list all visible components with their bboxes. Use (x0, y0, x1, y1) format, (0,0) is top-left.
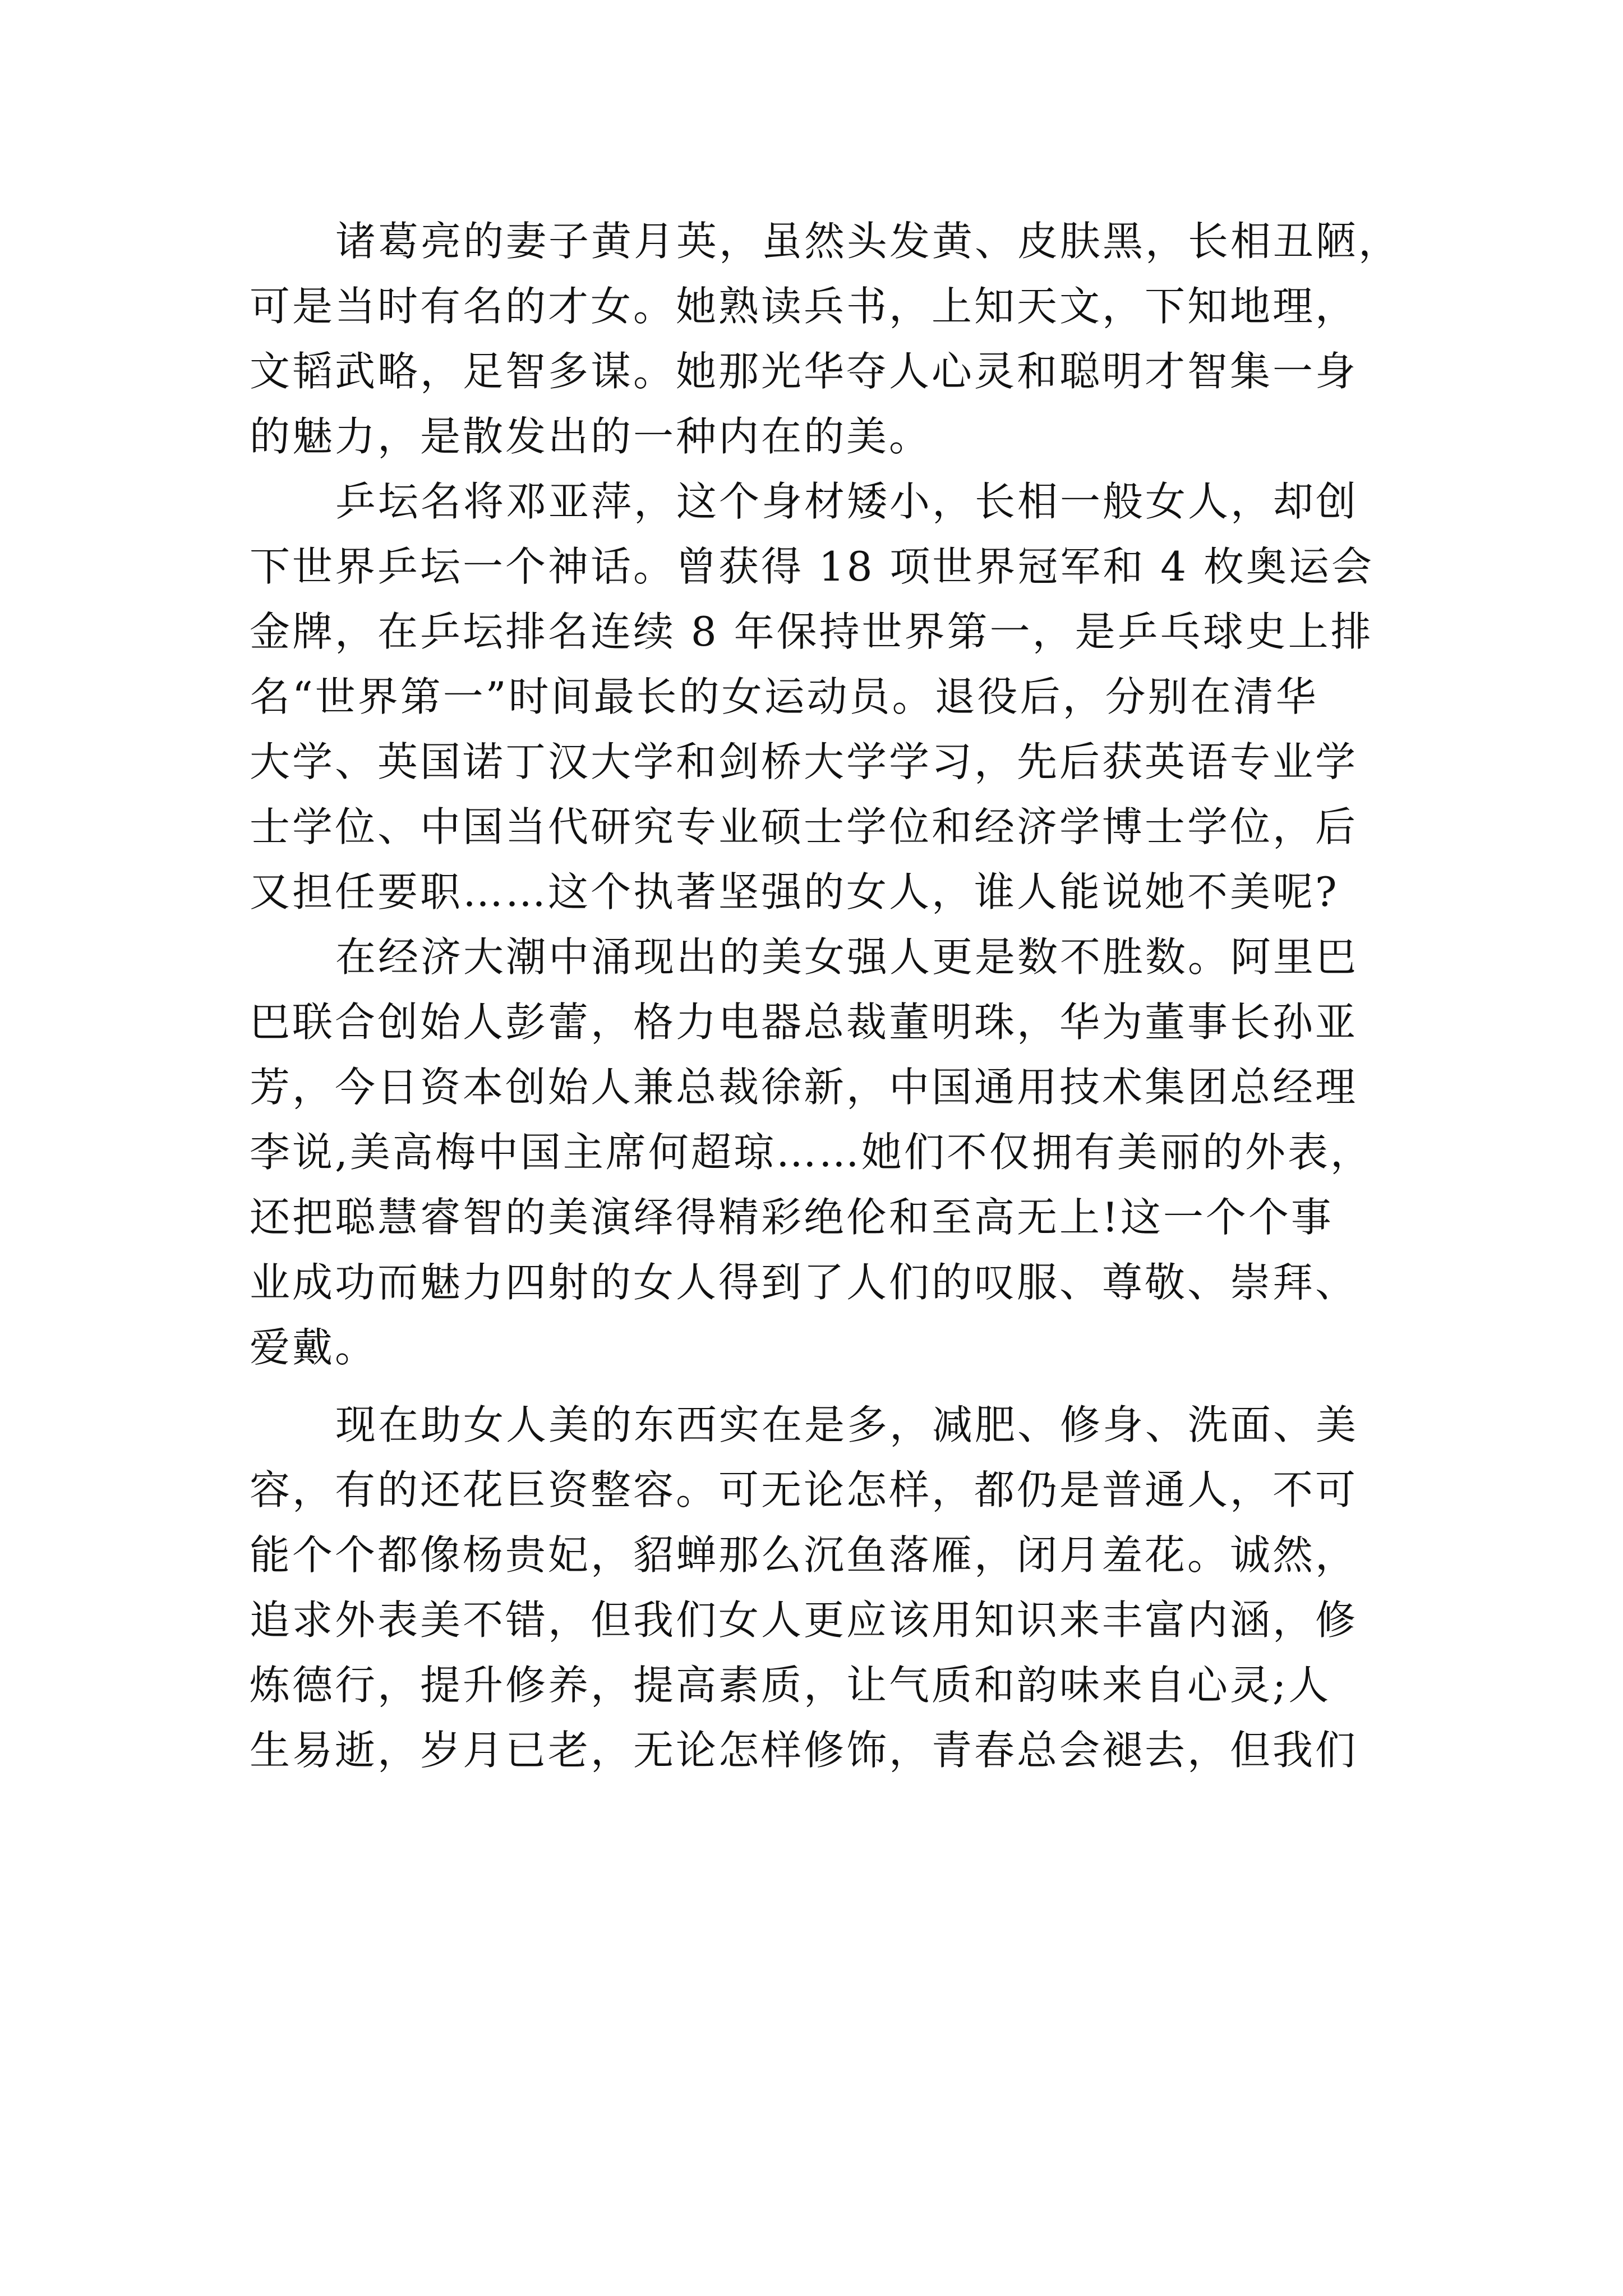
text-line: 现在助女人美的东西实在是多，减肥、修身、洗面、美 (335, 1401, 1359, 1448)
text-line: 又担任要职……这个执著坚强的女人，谁人能说她不美呢? (250, 868, 1339, 915)
paragraph-1 (250, 209, 1401, 469)
text-line: 芳，今日资本创始人兼总裁徐新，中国通用技术集团总经理 (250, 1064, 1358, 1111)
text-line: 追求外表美不错，但我们女人更应该用知识来丰富内涵，修 (250, 1596, 1358, 1644)
paragraph-4 (250, 1392, 1382, 1783)
text-line: 还把聪慧睿智的美演绎得精彩绝伦和至高无上!这一个个事 (250, 1194, 1334, 1241)
text-line: 下世界乒坛一个神话。曾获得 18 项世界冠军和 4 枚奥运会 (250, 543, 1374, 590)
text-line: 的魅力，是散发出的一种内在的美。 (250, 413, 932, 460)
paragraph-2 (250, 469, 1382, 924)
text-line: 金牌，在乒坛排名连续 8 年保持世界第一，是乒乓球史上排 (250, 608, 1373, 655)
text-line: 炼德行，提升修养，提高素质，让气质和韵味来自心灵;人 (250, 1662, 1331, 1709)
text-line: 大学、英国诺丁汉大学和剑桥大学学习，先后获英语专业学 (250, 738, 1358, 785)
text-line: 可是当时有名的才女。她熟读兵书，上知天文，下知地理， (250, 283, 1358, 330)
text-line: 巴联合创始人彭蕾，格力电器总裁董明珠，华为董事长孙亚 (250, 999, 1358, 1046)
text-line: 士学位、中国当代研究专业硕士学位和经济学博士学位，后 (250, 803, 1358, 850)
text-line: 乒坛名将邓亚萍，这个身材矮小，长相一般女人，却创 (335, 478, 1359, 525)
text-line: 在经济大潮中涌现出的美女强人更是数不胜数。阿里巴 (335, 933, 1359, 981)
text-line: 爱戴。 (250, 1324, 378, 1371)
text-line: 生易逝，岁月已老，无论怎样修饰，青春总会褪去，但我们 (250, 1727, 1358, 1774)
text-line: 能个个都像杨贵妃，貂蝉那么沉鱼落雁，闭月羞花。诚然， (250, 1531, 1358, 1579)
text-line: 名“世界第一”时间最长的女运动员。退役后，分别在清华 (250, 673, 1318, 720)
body-text (250, 209, 1401, 1783)
text-line: 业成功而魅力四射的女人得到了人们的叹服、尊敬、崇拜、 (250, 1259, 1358, 1306)
text-line: 容，有的还花巨资整容。可无论怎样，都仍是普通人，不可 (250, 1466, 1358, 1513)
text-line: 诸葛亮的妻子黄月英，虽然头发黄、皮肤黑，长相丑陋， (335, 218, 1401, 265)
text-line: 文韬武略，足智多谋。她那光华夺人心灵和聪明才智集一身 (250, 348, 1358, 395)
text-line: 李说,美高梅中国主席何超琼……她们不仅拥有美丽的外表， (250, 1129, 1373, 1176)
paragraph-3 (250, 924, 1382, 1380)
